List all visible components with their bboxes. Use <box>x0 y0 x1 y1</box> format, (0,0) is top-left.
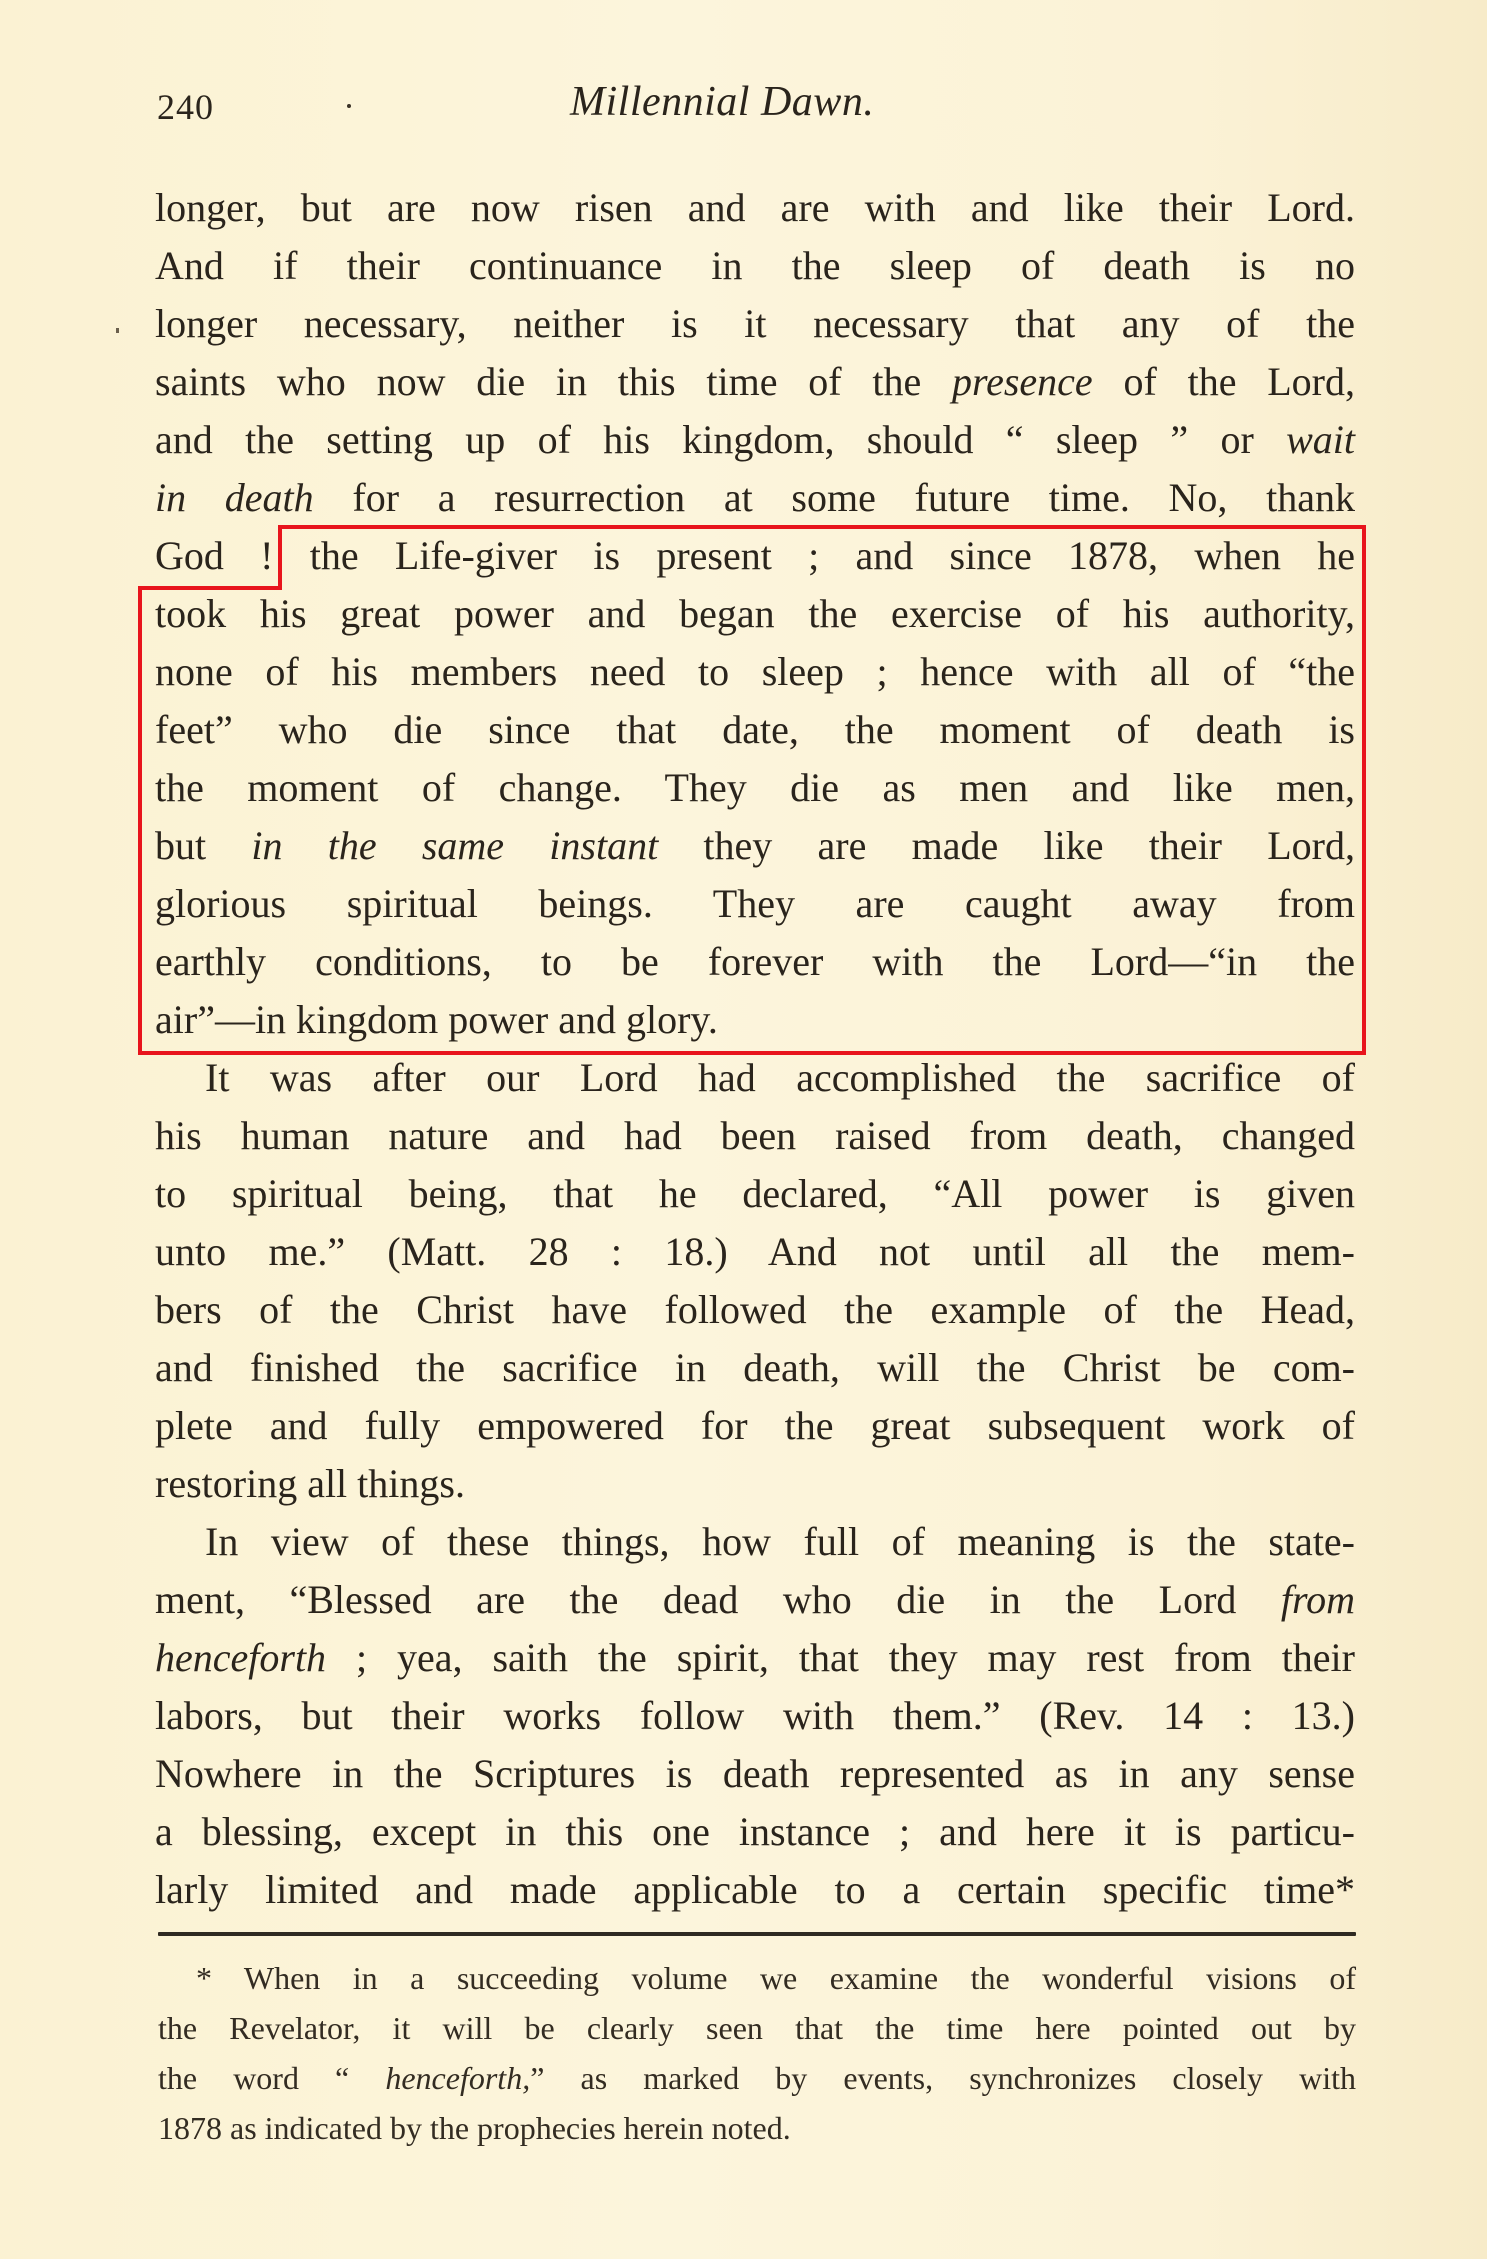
text-run: earthly conditions, to be forever with the Lord—“in the <box>155 939 1355 984</box>
body-line <box>155 1397 1355 1455</box>
text-run: glorious spiritual beings. They are caught away from <box>155 881 1355 926</box>
text-run: saints who now die in this time of the <box>155 359 953 404</box>
body-line <box>155 643 1355 701</box>
text-run: restoring all things. <box>155 1461 465 1506</box>
body-line <box>155 585 1355 643</box>
body-line <box>205 1513 1355 1571</box>
body-line <box>155 875 1355 933</box>
text-run: they are made like their Lord, <box>658 823 1355 868</box>
body-line <box>155 817 1355 875</box>
text-run: the Revelator, it will be clearly seen that the time here pointed out by <box>158 2010 1356 2046</box>
text-run: larly limited and made applicable to a certain specific time* <box>155 1867 1355 1912</box>
text-run: for a resurrection at some future time. No, thank <box>313 475 1355 520</box>
footnote-line <box>158 2103 1356 2153</box>
body-line <box>155 1571 1355 1629</box>
text-run: air”—in kingdom power and glory. <box>155 997 718 1042</box>
text-run: bers of the Christ have followed the example of the Head, <box>155 1287 1355 1332</box>
body-line <box>155 179 1355 237</box>
body-line <box>155 1455 1355 1513</box>
body-line <box>155 1861 1355 1919</box>
body-line <box>155 933 1355 991</box>
body-line <box>155 1339 1355 1397</box>
text-run: but <box>155 823 252 868</box>
italic-text: in the same instant <box>251 823 659 868</box>
text-run: God ! the Life-giver is present ; and since 1878, when he <box>155 533 1355 578</box>
body-line <box>155 295 1355 353</box>
header-dot-mark <box>347 104 351 108</box>
italic-text: henceforth, <box>385 2060 531 2096</box>
text-run: Nowhere in the Scriptures is death represented as in any sense <box>155 1751 1355 1796</box>
text-run: to spiritual being, that he declared, “All power is given <box>155 1171 1355 1216</box>
text-run: It was after our Lord had accomplished the sacrifice of <box>205 1055 1355 1100</box>
text-run: ment, “Blessed are the dead who die in the Lord <box>155 1577 1281 1622</box>
body-line <box>155 1107 1355 1165</box>
italic-text: wait <box>1286 417 1355 462</box>
body-line <box>155 411 1355 469</box>
margin-speck <box>116 328 119 333</box>
page-header <box>0 78 1487 138</box>
body-line <box>155 1687 1355 1745</box>
text-run: ” as marked by events, synchronizes closely with <box>530 2060 1356 2096</box>
text-run: And if their continuance in the sleep of death is no <box>155 243 1355 288</box>
text-run: his human nature and had been raised from death, changed <box>155 1113 1355 1158</box>
footnote-line <box>158 2003 1356 2053</box>
text-run: the moment of change. They die as men and like men, <box>155 765 1355 810</box>
text-run: none of his members need to sleep ; hence with all of “the <box>155 649 1355 694</box>
body-line <box>155 1165 1355 1223</box>
text-run: of the Lord, <box>1092 359 1355 404</box>
text-run: labors, but their works follow with them.” (Rev. 14 : 13.) <box>155 1693 1355 1738</box>
footnote-line <box>158 2053 1356 2103</box>
body-line <box>155 991 1355 1049</box>
text-run: took his great power and began the exercise of his authority, <box>155 591 1355 636</box>
body-line <box>155 353 1355 411</box>
text-run: feet” who die since that date, the moment of death is <box>155 707 1355 752</box>
text-run: plete and fully empowered for the great subsequent work of <box>155 1403 1355 1448</box>
text-run: 1878 as indicated by the prophecies herein noted. <box>158 2110 791 2146</box>
text-run: longer necessary, neither is it necessary that any of the <box>155 301 1355 346</box>
body-line <box>155 469 1355 527</box>
text-run: longer, but are now risen and are with and like their Lord. <box>155 185 1355 230</box>
body-line <box>155 527 1355 585</box>
body-line <box>155 1803 1355 1861</box>
body-line <box>155 1629 1355 1687</box>
body-line <box>155 1745 1355 1803</box>
text-run: unto me.” (Matt. 28 : 18.) And not until all the mem- <box>155 1229 1355 1274</box>
body-line <box>155 701 1355 759</box>
italic-text: presence <box>952 359 1093 404</box>
italic-text: from <box>1280 1577 1355 1622</box>
body-line <box>155 759 1355 817</box>
footnote-line <box>196 1953 1356 2003</box>
running-title: Millennial Dawn. <box>570 79 875 125</box>
text-run: and the setting up of his kingdom, should “ sleep ” or <box>155 417 1287 462</box>
text-run: * When in a succeeding volume we examine the wonderful visions of <box>196 1960 1356 1996</box>
body-line <box>155 1281 1355 1339</box>
text-run: a blessing, except in this one instance ; and here it is particu- <box>155 1809 1355 1854</box>
text-run: ; yea, saith the spirit, that they may rest from their <box>326 1635 1355 1680</box>
footnote-rule <box>158 1932 1356 1936</box>
page-number: 240 <box>157 87 214 127</box>
body-line <box>155 1223 1355 1281</box>
italic-text: in death <box>155 475 314 520</box>
body-line <box>155 237 1355 295</box>
text-run: and finished the sacrifice in death, will the Christ be com- <box>155 1345 1355 1390</box>
body-line <box>205 1049 1355 1107</box>
text-run: In view of these things, how full of meaning is the state- <box>205 1519 1355 1564</box>
text-run: the word “ <box>158 2060 386 2096</box>
italic-text: henceforth <box>155 1635 327 1680</box>
